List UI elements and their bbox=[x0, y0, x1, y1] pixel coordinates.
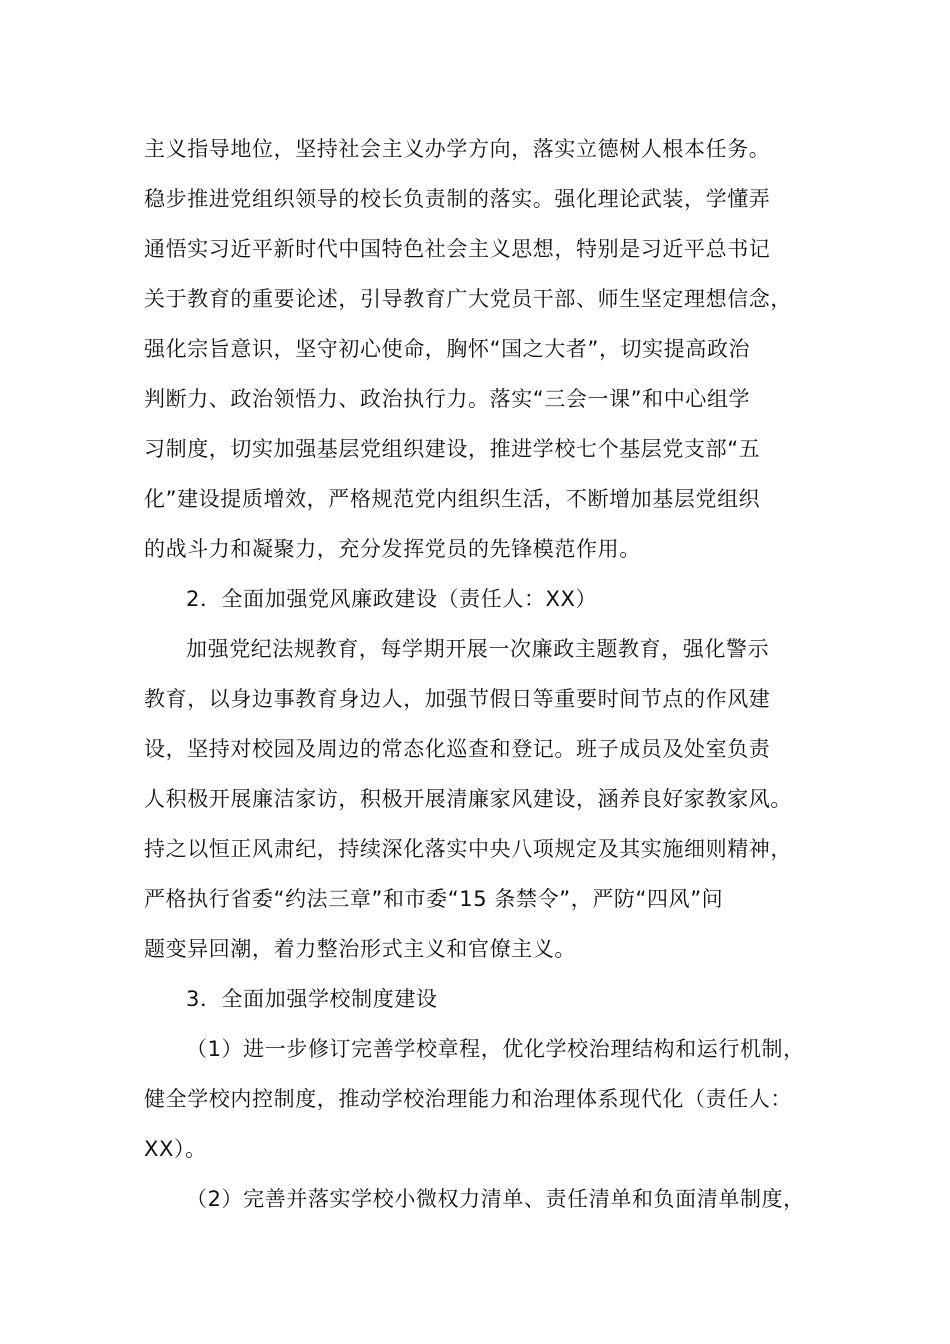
text-line: 判断力、政治领悟力、政治执行力。落实“三会一课”和中心组学 bbox=[144, 387, 751, 411]
text-line: （2）完善并落实学校小微权力清单、责任清单和负面清单制度， bbox=[186, 1187, 805, 1211]
text-line: （1）进一步修订完善学校章程，优化学校治理结构和运行机制， bbox=[186, 1037, 805, 1061]
text-line: 主义指导地位，坚持社会主义办学方向，落实立德树人根本任务。 bbox=[144, 137, 771, 161]
text-line: 持之以恒正风肃纪，持续深化落实中央八项规定及其实施细则精神， bbox=[144, 837, 792, 861]
text-line: 严格执行省委“约法三章”和市委“15 条禁令”，严防“四风”问 bbox=[144, 887, 724, 911]
text-line: 关于教育的重要论述，引导教育广大党员干部、师生坚定理想信念， bbox=[144, 287, 792, 311]
text-line: 题变异回潮，着力整治形式主义和官僚主义。 bbox=[144, 937, 576, 961]
text-line: 化”建设提质增效，严格规范党内组织生活，不断增加基层党组织 bbox=[144, 487, 761, 511]
text-line: 的战斗力和凝聚力，充分发挥党员的先锋模范作用。 bbox=[144, 537, 641, 561]
text-line: 稳步推进党组织领导的校长负责制的落实。强化理论武装，学懂弄 bbox=[144, 187, 771, 211]
section-heading-3: 3．全面加强学校制度建设 bbox=[186, 987, 438, 1011]
text-line: 通悟实习近平新时代中国特色社会主义思想，特别是习近平总书记 bbox=[144, 237, 771, 261]
text-line: 加强党纪法规教育，每学期开展一次廉政主题教育，强化警示 bbox=[186, 637, 770, 661]
text-line: 习制度，切实加强基层党组织建设，推进学校七个基层党支部“五 bbox=[144, 437, 761, 461]
text-line: 强化宗旨意识，坚守初心使命，胸怀“国之大者”，切实提高政治 bbox=[144, 337, 751, 361]
text-line: 人积极开展廉洁家访，积极开展清廉家风建设，涵养良好家教家风。 bbox=[144, 787, 792, 811]
section-heading-2: 2．全面加强党风廉政建设（责任人：XX） bbox=[186, 587, 598, 611]
text-line: XX）。 bbox=[144, 1137, 207, 1161]
text-line: 教育，以身边事教育身边人，加强节假日等重要时间节点的作风建 bbox=[144, 687, 771, 711]
text-line: 设，坚持对校园及周边的常态化巡查和登记。班子成员及处室负责 bbox=[144, 737, 771, 761]
text-line: 健全学校内控制度，推动学校治理能力和治理体系现代化（责任人： bbox=[144, 1087, 792, 1111]
